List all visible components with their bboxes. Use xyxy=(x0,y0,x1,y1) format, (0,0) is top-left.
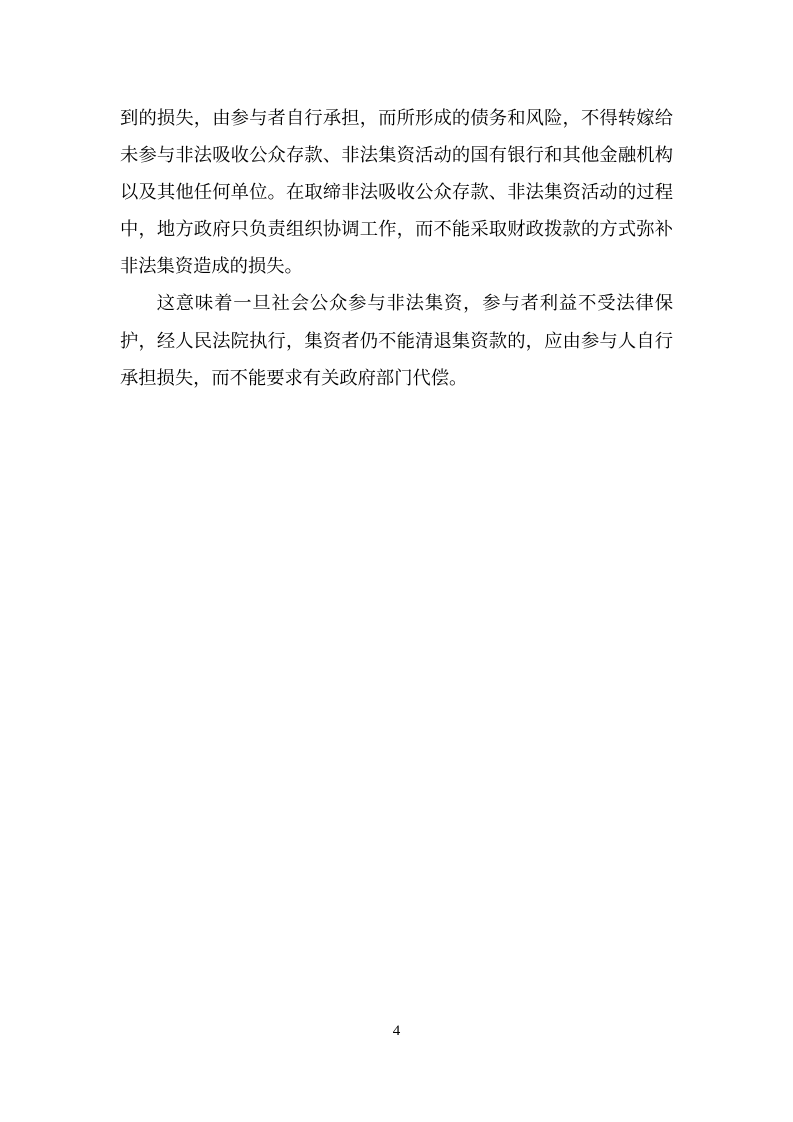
paragraph: 这意味着一旦社会公众参与非法集资，参与者利益不受法律保护，经人民法院执行，集资者仍不能清退集资款的，应由参与人自行承担损失，而不能要求有关政府部门代偿。 xyxy=(120,293,673,388)
page-footer xyxy=(0,1022,793,1040)
text-block xyxy=(120,100,673,397)
paragraph-continuation: 到的损失，由参与者自行承担，而所形成的债务和风险，不得转嫁给未参与非法吸收公众存款、非法集资活动的国有银行和其他金融机构以及其他任何单位。在取缔非法吸收公众存款、非法集资活动的过程中，地方政府只负责组织协调工作，而不能采取财政拨款的方式弥补非法集资造成的损失。 xyxy=(120,108,673,277)
page-number: 4 xyxy=(392,1023,401,1039)
